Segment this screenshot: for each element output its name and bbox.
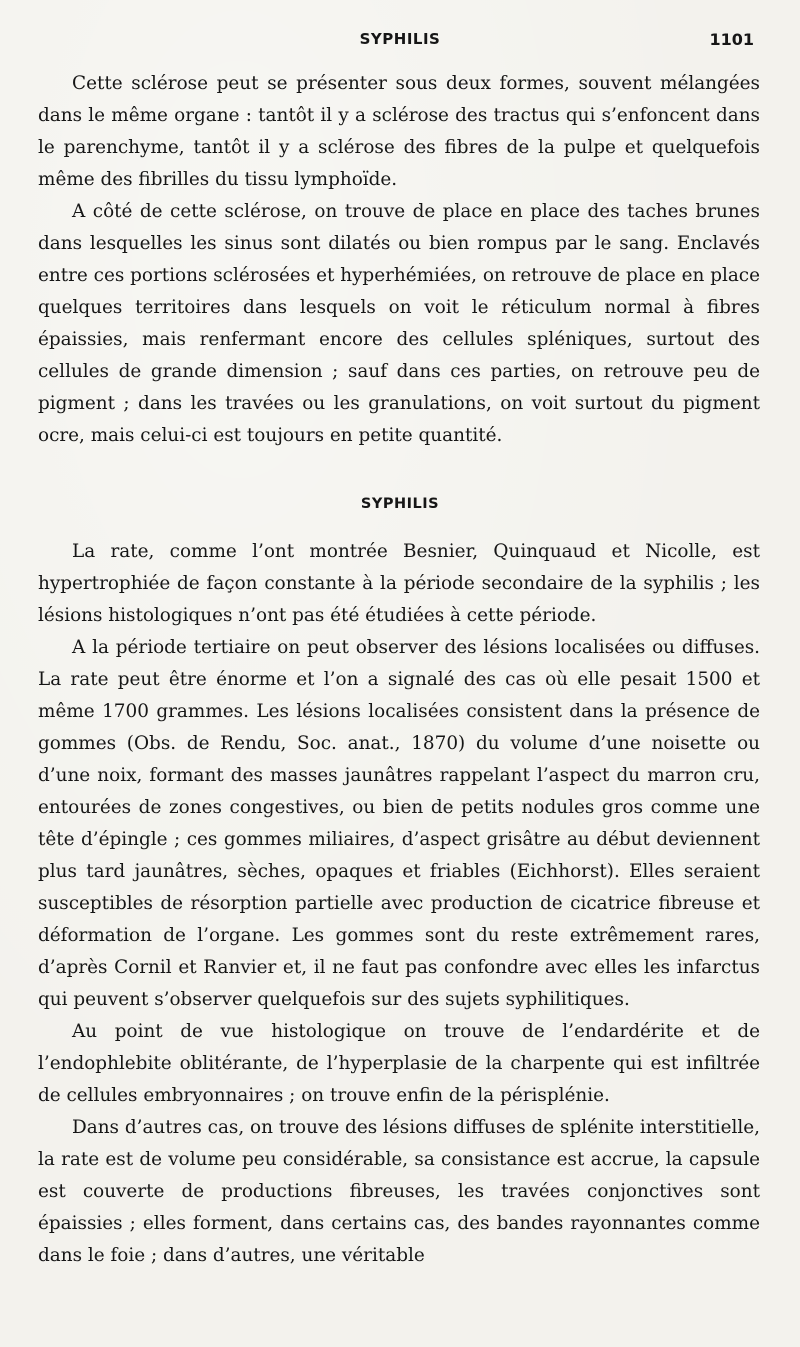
running-head — [0, 30, 800, 52]
paragraph: A la période tertiaire on peut observer des lésions localisées ou diffuses. La rate peut être énorme et l’on a signalé des cas où elle pesait 1500 et même 1700 grammes. Les lésions localisées consistent dans la présence de gommes (Obs. de Rendu, Soc. anat., 1870) du volume d’une noisette ou d’une noix, formant des masses jaunâtres rappelant l’aspect du marron cru, entourées de zones congestives, ou bien de petits nodules gros comme une tête d’épingle ; ces gommes miliaires, d’aspect grisâtre au début deviennent plus tard jaunâtres, sèches, opaques et friables (Eichhorst). Elles seraient susceptibles de résorption partielle avec production de cicatrice fibreuse et déformation de l’organe. Les gommes sont du reste extrêmement rares, d’après Cornil et Ranvier et, il ne faut pas confondre avec elles les infarctus qui peuvent s’observer quelquefois sur des sujets syphilitiques. — [38, 637, 760, 1010]
section-heading: SYPHILIS — [360, 496, 440, 512]
intro-text-block — [38, 68, 760, 452]
running-title: SYPHILIS — [359, 30, 441, 48]
paragraph: La rate, comme l’ont montrée Besnier, Quinquaud et Nicolle, est hypertrophiée de façon constante à la période secondaire de la syphilis ; les lésions histologiques n’ont pas été étudiées à cette période. — [38, 541, 760, 626]
section-text-block — [38, 536, 760, 1272]
paragraph: Au point de vue histologique on trouve de l’endardérite et de l’endophlebite oblitérante, de l’hyperplasie de la charpente qui est infiltrée de cellules embryonnaires ; on trouve enfin de la périsplénie. — [38, 1021, 760, 1106]
page-number: 1101 — [709, 30, 754, 49]
paragraph: Dans d’autres cas, on trouve des lésions diffuses de splénite interstitielle, la rate est de volume peu considérable, sa consistance est accrue, la capsule est couverte de productions fibreuses, les travées conjonctives sont épaissies ; elles forment, dans certains cas, des bandes rayonnantes comme dans le foie ; dans d’autres, une véritable — [38, 1117, 760, 1266]
paragraph: A côté de cette sclérose, on trouve de place en place des taches brunes dans lesquelles les sinus sont dilatés ou bien rompus par le sang. Enclavés entre ces portions sclérosées et hyperhémiées, on retrouve de place en place quelques territoires dans lesquels on voit le réticulum normal à fibres épaissies, mais renfermant encore des cellules spléniques, surtout des cellules de grande dimension ; sauf dans ces parties, on retrouve peu de pigment ; dans les travées ou les granulations, on voit surtout du pigment ocre, mais celui-ci est toujours en petite quantité. — [38, 201, 760, 446]
paragraph: Cette sclérose peut se présenter sous deux formes, souvent mélangées dans le même organe : tantôt il y a sclérose des tractus qui s’enfoncent dans le parenchyme, tantôt il y a sclérose des fibres de la pulpe et quelquefois même des fibrilles du tissu lymphoïde. — [38, 73, 760, 190]
